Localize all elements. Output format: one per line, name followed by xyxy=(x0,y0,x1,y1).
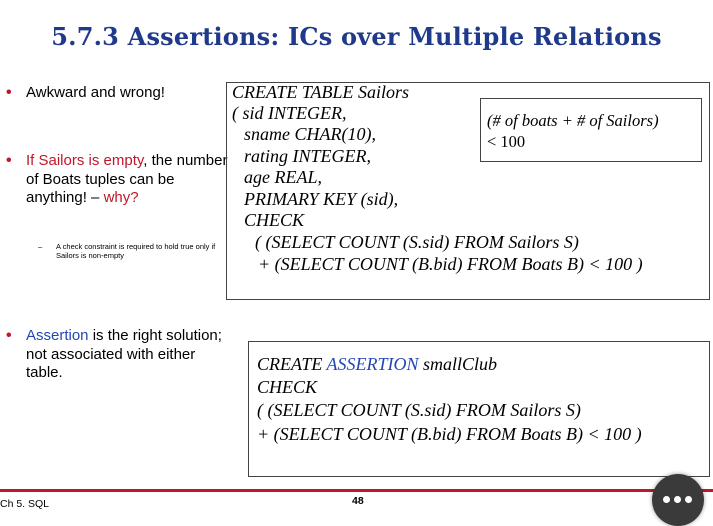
bullet-list: • Awkward and wrong! • If Sailors is empty, the number of Boats tuples can be anything! – why? – A check constraint is required to hold true only if Sailors is non-empty • Assertion is the right solution; not associated with either table. xyxy=(6,84,228,381)
code-line: rating INTEGER, xyxy=(244,146,372,166)
code-line: ( sid INTEGER, xyxy=(232,103,347,123)
bullet-dot-icon: • xyxy=(6,84,12,101)
code-line: age REAL, xyxy=(244,167,322,187)
code-line: ( (SELECT COUNT (S.sid) FROM Sailors S) xyxy=(255,232,579,252)
code-line: + (SELECT COUNT (B.bid) FROM Boats B) < 100 ) xyxy=(257,424,642,444)
code-line: sname CHAR(10), xyxy=(244,124,376,144)
slide-title: 5.7.3 Assertions: ICs over Multiple Relations xyxy=(51,22,662,51)
bullet-dot-icon: • xyxy=(6,327,12,344)
code-line: ( (SELECT COUNT (S.sid) FROM Sailors S) xyxy=(257,400,581,420)
code-line: CHECK xyxy=(257,377,318,397)
footer-divider xyxy=(0,489,713,492)
footer-chapter: Ch 5. SQL xyxy=(0,498,50,510)
code-line: + (SELECT COUNT (B.bid) FROM Boats B) < 100 ) xyxy=(258,254,643,274)
code-line: CHECK xyxy=(244,210,305,230)
more-options-icon xyxy=(685,496,692,503)
bullet-dot-icon: • xyxy=(6,152,12,169)
code-line: CREATE ASSERTION smallClub xyxy=(257,354,498,374)
code-line: PRIMARY KEY (sid), xyxy=(244,189,399,209)
code-line: CREATE TABLE Sailors xyxy=(232,82,410,102)
dash-icon: – xyxy=(38,242,43,251)
page-number: 48 xyxy=(352,495,364,507)
more-options-icon xyxy=(663,496,670,503)
more-options-icon xyxy=(674,496,681,503)
note-text: (# of boats + # of Sailors) < 100 xyxy=(487,111,659,151)
more-options-button[interactable] xyxy=(652,474,704,526)
